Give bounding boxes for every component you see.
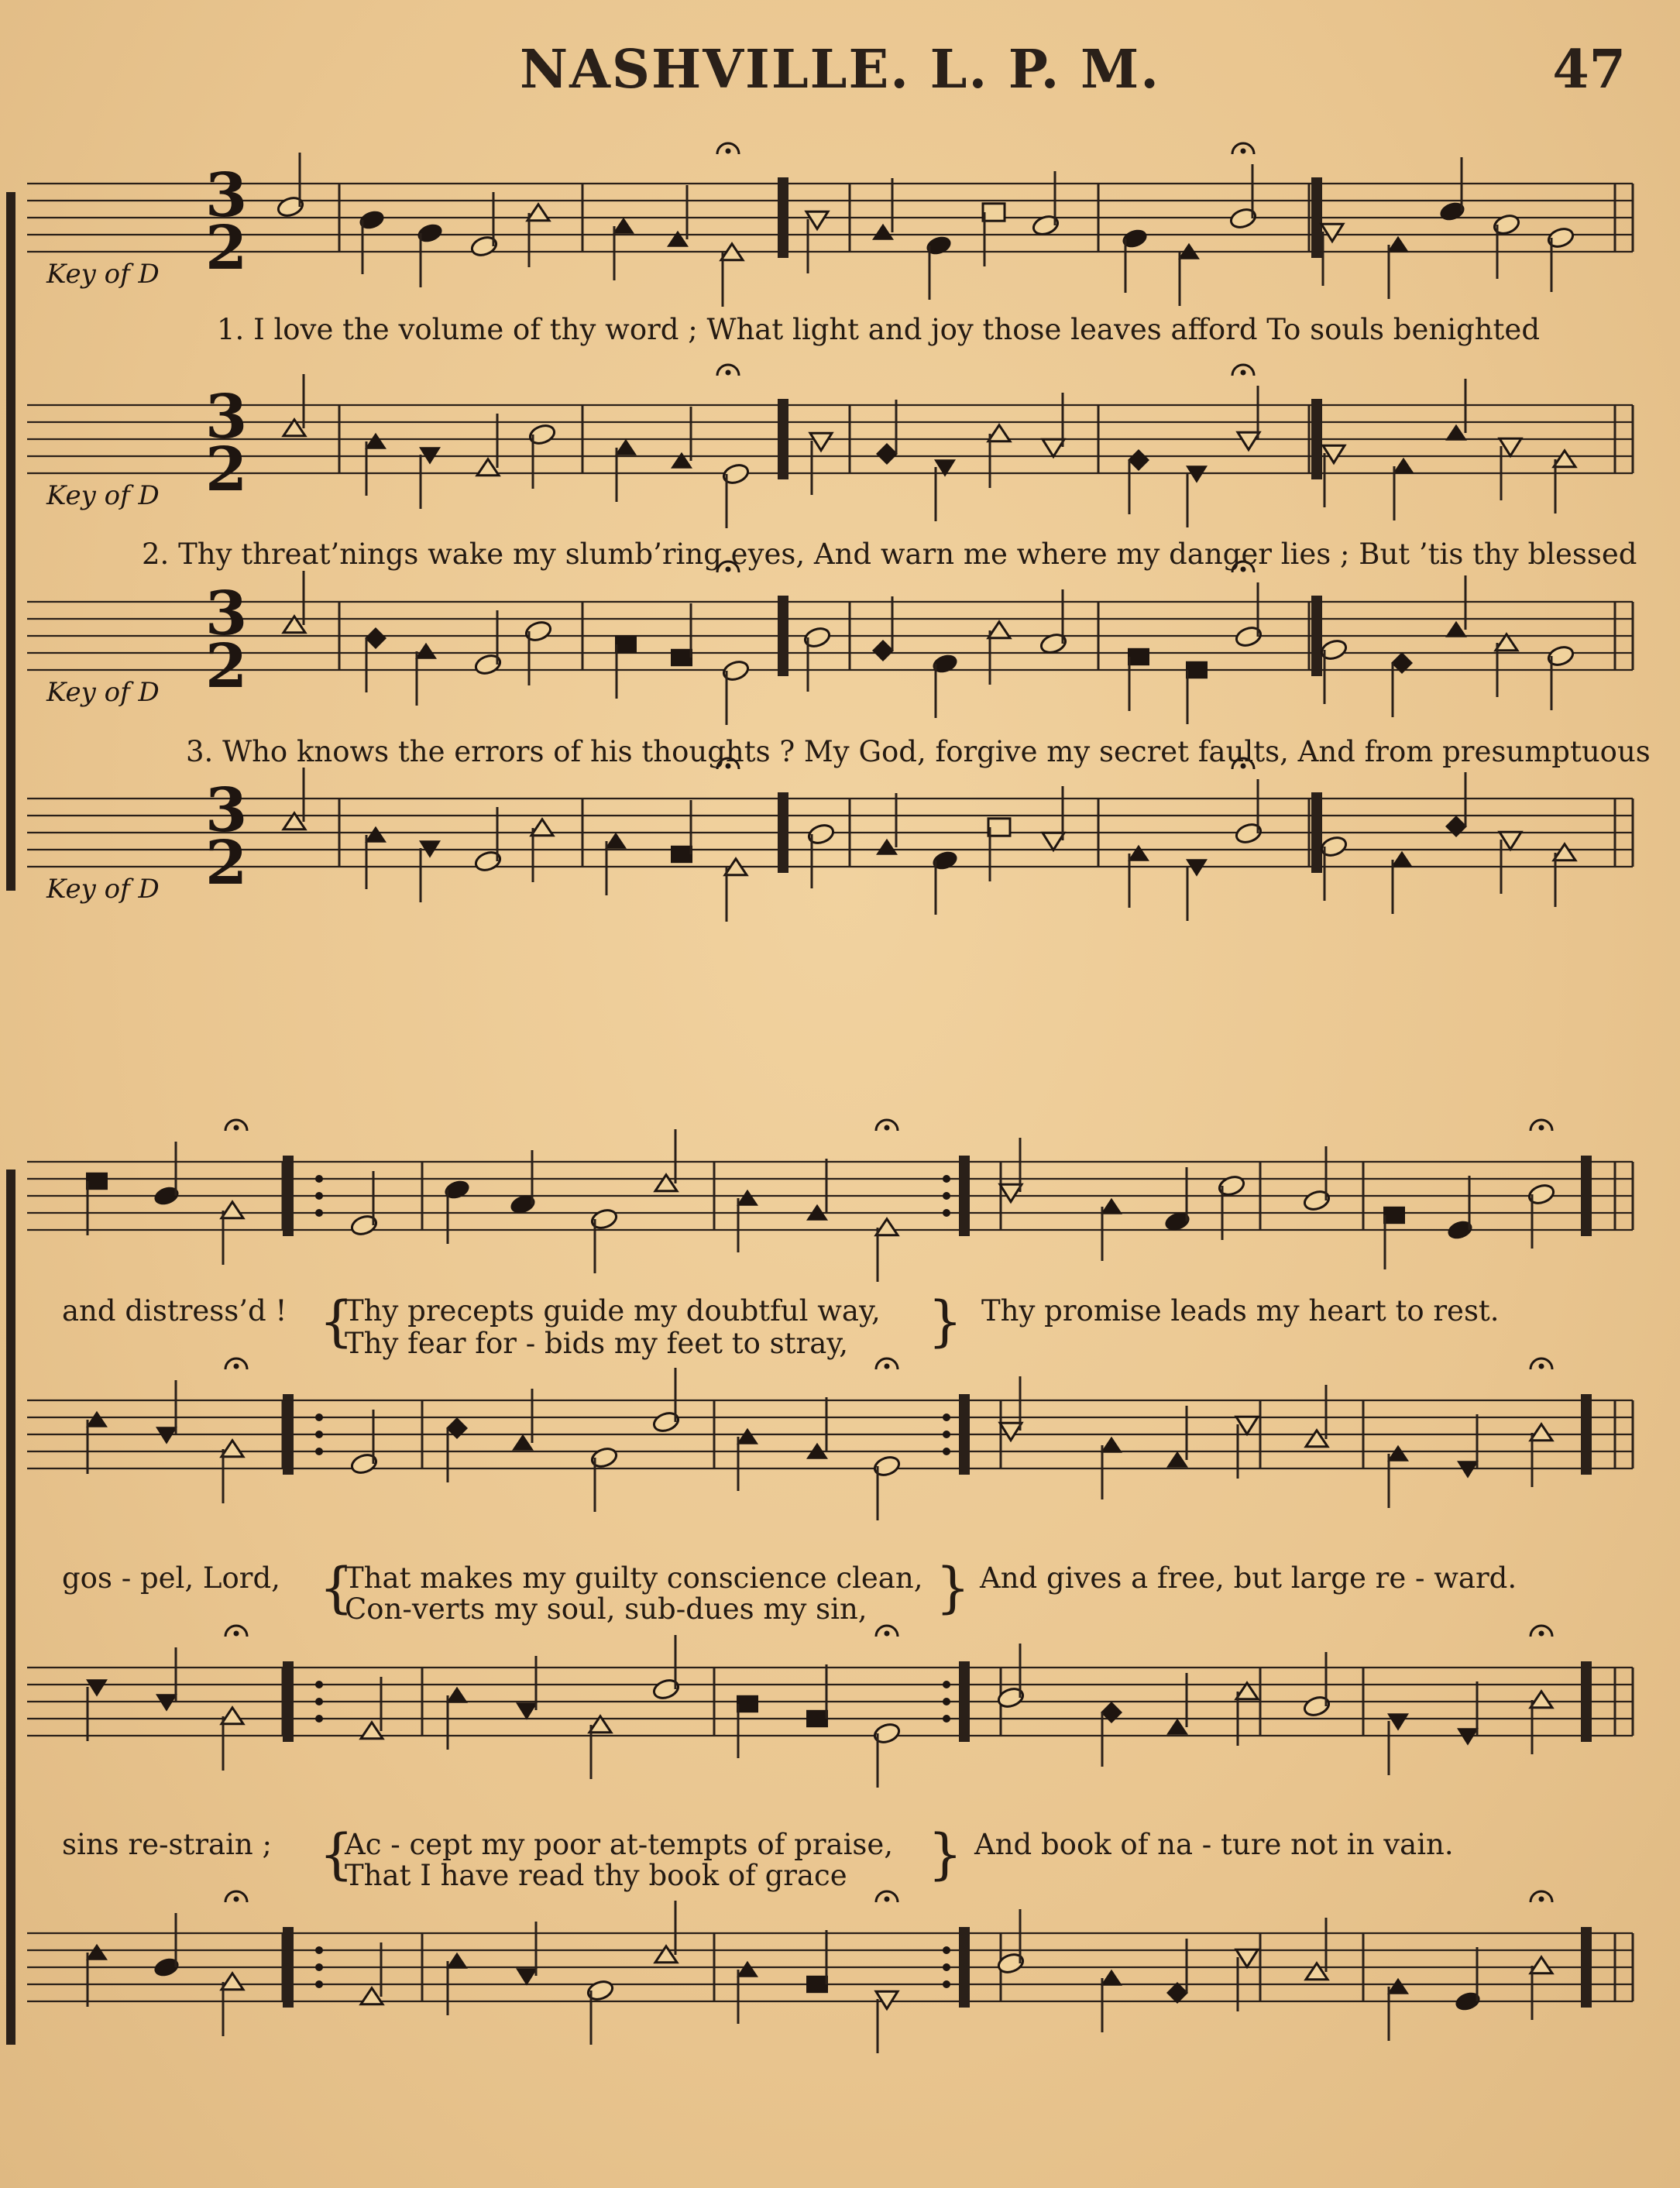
shape-note	[671, 649, 692, 666]
shape-note	[1238, 432, 1259, 449]
shape-note	[1457, 1461, 1479, 1478]
shape-note	[737, 1190, 758, 1206]
shape-note	[1128, 449, 1149, 471]
lyric-s2-1-b1: Thy precepts guide my doubtful way,	[345, 1294, 881, 1328]
shape-note	[1457, 1728, 1479, 1745]
fermata-dot	[234, 1631, 239, 1637]
lyric-brace-close-3: }	[928, 1822, 963, 1886]
shape-note	[512, 1434, 534, 1451]
shape-note	[1236, 1417, 1258, 1434]
shape-note	[1393, 458, 1414, 474]
shape-note	[988, 622, 1010, 638]
shape-note	[86, 1679, 108, 1696]
shape-note	[806, 211, 828, 228]
lyric-s2-2-b1: That makes my guilty conscience clean,	[345, 1561, 923, 1595]
hymn-title: NASHVILLE. L. P. M.	[520, 39, 1160, 101]
key-label: Key of D	[46, 677, 160, 708]
shape-note	[1186, 661, 1208, 678]
fermata-dot	[726, 149, 731, 154]
repeat-dot	[315, 1413, 323, 1421]
fermata-dot	[885, 1125, 890, 1131]
shape-note	[446, 1687, 468, 1703]
shape-note	[222, 1973, 243, 1990]
shape-note	[1186, 465, 1208, 483]
shape-note	[872, 640, 894, 661]
shape-note	[615, 636, 637, 653]
repeat-dot	[943, 1431, 950, 1438]
shape-note	[477, 459, 499, 476]
shape-note	[872, 224, 894, 240]
shape-note	[806, 1976, 828, 1993]
shape-note	[934, 459, 956, 476]
shape-note	[156, 1427, 177, 1444]
page-number: 47	[1552, 39, 1626, 101]
key-label: Key of D	[46, 480, 160, 511]
lyric-s2-3-a: sins re-strain ;	[62, 1828, 272, 1861]
repeat-dot	[943, 1698, 950, 1705]
repeat-dot	[943, 1980, 950, 1988]
shape-note	[1554, 844, 1575, 860]
shape-note	[1445, 424, 1467, 441]
fermata-dot	[234, 1125, 239, 1131]
shape-note	[156, 1694, 177, 1711]
lyric-brace-close-2: }	[936, 1556, 971, 1620]
repeat-dot	[315, 1980, 323, 1988]
shape-note	[983, 204, 1005, 221]
repeat-dot	[943, 1681, 950, 1688]
shape-note	[806, 1710, 828, 1727]
lyric-s2-3-b1: Ac - cept my poor at-tempts of praise,	[345, 1828, 894, 1861]
fermata-dot	[1241, 370, 1246, 376]
time-signature-top: 3	[205, 160, 248, 231]
repeat-dot	[315, 1192, 323, 1200]
shape-note	[1445, 816, 1467, 837]
fermata-dot	[885, 1897, 890, 1902]
shape-note	[1323, 445, 1345, 462]
shape-note	[1445, 621, 1467, 637]
shape-note	[876, 443, 898, 465]
lyric-s2-1-b2: Thy fear for - bids my feet to stray,	[345, 1327, 849, 1360]
lyric-verse-2: 2. Thy threat’nings wake my slumb’ring eyes, And warn me where my danger lies ; But ’tis thy blessed	[142, 538, 1637, 571]
repeat-dot	[315, 1175, 323, 1183]
shape-note	[1554, 451, 1575, 467]
fermata-dot	[885, 1631, 890, 1637]
fermata-dot	[1539, 1125, 1544, 1131]
fermata-dot	[234, 1364, 239, 1369]
lyric-brace-close-1: }	[928, 1290, 963, 1353]
repeat-dot	[315, 1946, 323, 1954]
repeat-dot	[943, 1413, 950, 1421]
shape-note	[1166, 1719, 1188, 1735]
shape-note	[415, 643, 437, 659]
shape-note	[361, 1988, 383, 2004]
shape-note	[1387, 1713, 1409, 1730]
shape-note	[667, 231, 689, 247]
shape-note	[876, 839, 898, 855]
shape-note	[1383, 1207, 1405, 1224]
shape-note	[876, 1991, 898, 2008]
shape-note	[1387, 1978, 1409, 1994]
shape-note	[86, 1944, 108, 1960]
repeat-dot	[943, 1715, 950, 1723]
shape-note	[86, 1411, 108, 1427]
key-label: Key of D	[46, 874, 160, 905]
shape-note	[737, 1961, 758, 1977]
shape-note	[1101, 1970, 1122, 1986]
lyric-brace-open-1: {	[319, 1290, 354, 1353]
repeat-dot	[315, 1698, 323, 1705]
shape-note	[1128, 648, 1149, 665]
key-label: Key of D	[46, 259, 160, 290]
shape-note	[222, 1202, 243, 1218]
shape-note	[1391, 851, 1413, 867]
shape-note	[810, 433, 832, 450]
shape-note	[671, 846, 692, 863]
shape-note	[527, 204, 549, 221]
shape-note	[222, 1441, 243, 1457]
fermata-dot	[1539, 1897, 1544, 1902]
shape-note	[1531, 1692, 1552, 1708]
fermata-dot	[885, 1364, 890, 1369]
shape-note	[1306, 1431, 1328, 1447]
shape-note	[446, 1953, 468, 1969]
time-signature-top: 3	[205, 775, 248, 846]
lyric-brace-open-2: {	[319, 1556, 354, 1620]
fermata-dot	[1539, 1364, 1544, 1369]
shape-note	[365, 627, 387, 649]
time-signature-bottom: 2	[205, 435, 248, 505]
lyric-s2-2-c: And gives a free, but large re - ward.	[980, 1561, 1517, 1595]
shape-note	[988, 819, 1010, 836]
lyric-s2-2-b2: Con-verts my soul, sub-dues my sin,	[345, 1592, 867, 1626]
shape-note	[655, 1175, 677, 1191]
repeat-dot	[315, 1681, 323, 1688]
shape-note	[1101, 1198, 1122, 1214]
shape-note	[1321, 224, 1343, 241]
time-signature-bottom: 2	[205, 631, 248, 702]
lyric-brace-open-3: {	[319, 1822, 354, 1886]
repeat-dot	[943, 1192, 950, 1200]
fermata-dot	[1241, 149, 1246, 154]
shape-note	[615, 439, 637, 455]
lyric-verse-1: 1. I love the volume of thy word ; What light and joy those leaves afford To souls benighted	[217, 313, 1540, 346]
fermata-dot	[234, 1897, 239, 1902]
repeat-dot	[315, 1431, 323, 1438]
shape-note	[516, 1702, 538, 1719]
shape-note	[1101, 1702, 1122, 1723]
shape-note	[1043, 439, 1064, 456]
shape-note	[605, 833, 627, 849]
shape-note	[1236, 1949, 1258, 1966]
lyric-s2-3-b2: That I have read thy book of grace	[345, 1859, 847, 1892]
repeat-dot	[943, 1963, 950, 1971]
lyric-s2-3-c: And book of na - ture not in vain.	[974, 1828, 1454, 1861]
shape-note	[1128, 845, 1149, 861]
shape-note	[1531, 1957, 1552, 1973]
repeat-dot	[315, 1209, 323, 1217]
shape-note	[222, 1708, 243, 1724]
shape-note	[516, 1968, 538, 1985]
shape-note	[988, 425, 1010, 441]
shape-note	[1387, 236, 1409, 252]
shape-note	[1166, 1451, 1188, 1468]
shape-note	[876, 1219, 898, 1235]
shape-note	[737, 1695, 758, 1712]
shape-note	[1387, 1445, 1409, 1462]
time-signature-bottom: 2	[205, 828, 248, 898]
lyric-s2-1-a: and distress’d !	[62, 1294, 287, 1328]
shape-note	[1306, 1963, 1328, 1980]
shape-note	[613, 218, 634, 234]
shape-note	[1186, 859, 1208, 876]
repeat-dot	[315, 1715, 323, 1723]
notes-layer	[86, 143, 1575, 2053]
lyric-verse-3: 3. Who knows the errors of his thoughts ? My God, forgive my secret faults, And from presumptuous	[186, 735, 1651, 768]
repeat-dot	[943, 1209, 950, 1217]
time-signature-bottom: 2	[205, 213, 248, 283]
shape-note	[1043, 833, 1064, 850]
shape-note	[86, 1173, 108, 1190]
shape-note	[737, 1428, 758, 1444]
time-signature-top: 3	[205, 382, 248, 452]
shape-note	[531, 819, 553, 836]
time-signature-top: 3	[205, 579, 248, 649]
repeat-dot	[943, 1448, 950, 1455]
shape-note	[1500, 832, 1521, 849]
shape-note	[655, 1946, 677, 1963]
shape-note	[671, 452, 692, 469]
shape-note	[1101, 1437, 1122, 1453]
shape-note	[1166, 1982, 1188, 2004]
lyric-s2-1-c: Thy promise leads my heart to rest.	[981, 1294, 1500, 1328]
fermata-dot	[726, 370, 731, 376]
shape-note	[365, 826, 387, 843]
repeat-dot	[315, 1448, 323, 1455]
shape-note	[1000, 1423, 1022, 1440]
shape-note	[361, 1723, 383, 1739]
shape-note	[1500, 438, 1521, 455]
repeat-dot	[943, 1946, 950, 1954]
fermata-dot	[1539, 1631, 1544, 1637]
lyric-s2-2-a: gos - pel, Lord,	[62, 1561, 280, 1595]
shape-note	[1000, 1184, 1022, 1201]
repeat-dot	[315, 1963, 323, 1971]
shape-note	[1531, 1424, 1552, 1441]
repeat-dot	[943, 1175, 950, 1183]
shape-note	[365, 433, 387, 449]
shape-note	[446, 1417, 468, 1439]
